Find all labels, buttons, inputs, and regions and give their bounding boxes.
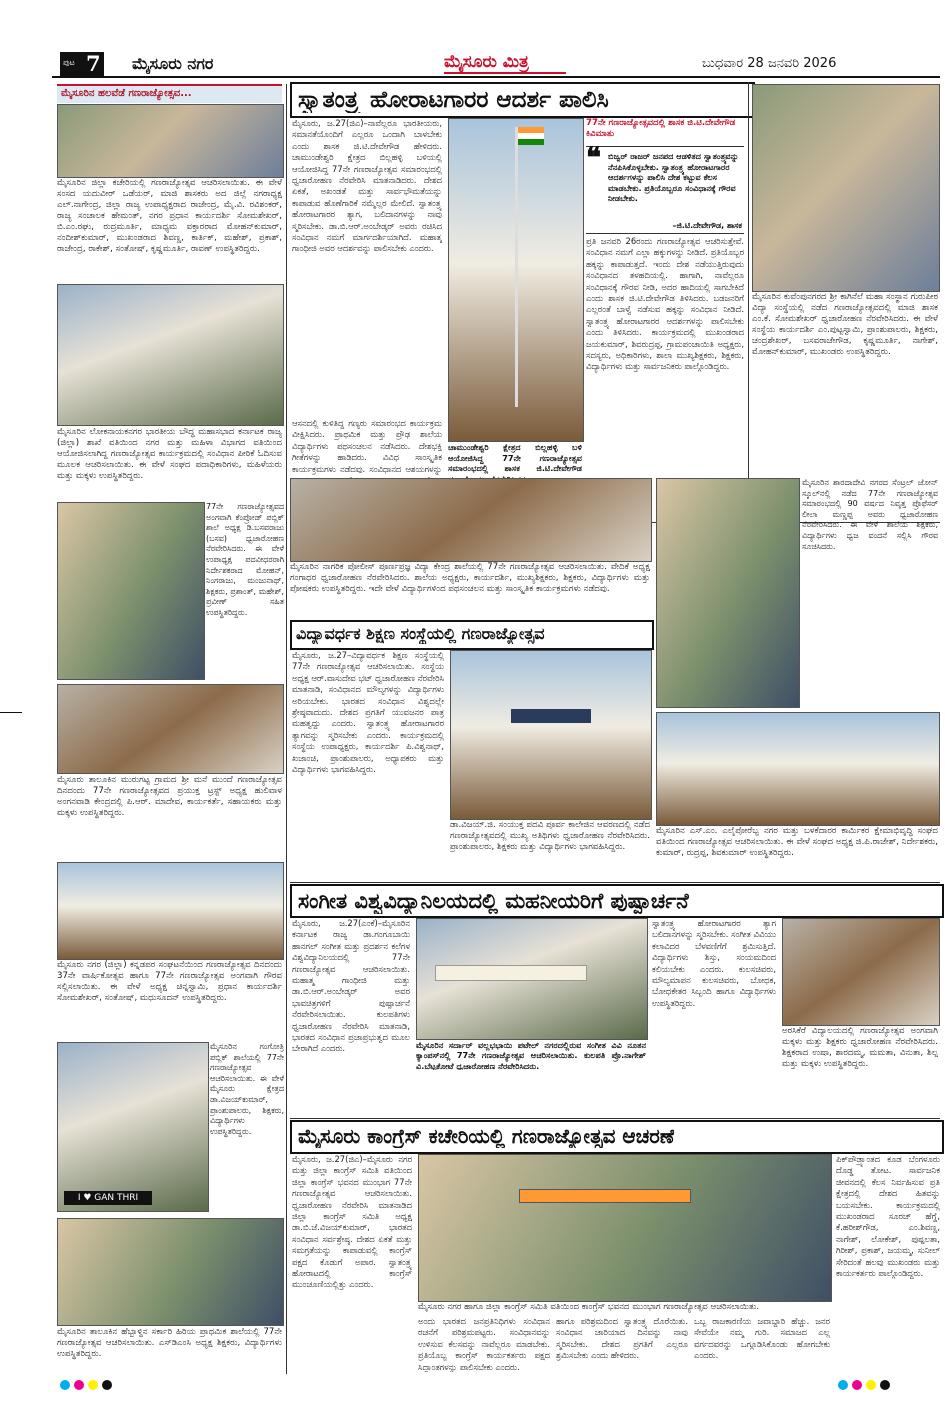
caption-kaginele-school: ಮೈಸೂರಿನ ಕುವೆಂಪುನಗರದ ಶ್ರೀ ಕಾಗಿನೆಲೆ ಮಹಾ ಸಂಸ್ಥಾನ ಗುರುಪೀಠ ವಿದ್ಯಾ ಸಂಸ್ಥೆಯಲ್ಲಿ ನಡೆದ ಗಣರಾಜ್ಯೋತ್ಸವದಲ್ಲಿ ಮಾಜಿ ಶಾಸಕ ಎಂ.ಕೆ. ಸೋಮಶೇಖರ್ ಧ್ವಜಾರೋಹಣ ನೆರವೇರಿಸಿದರು. ಈ ವೇಳೆ ಸಂಸ್ಥೆಯ ಕಾರ್ಯದರ್ಶಿ ಎಂ.ಪುಟ್ಟಸ್ವಾಮಿ, ಪ್ರಾಂಶುಪಾಲರು, ಶಿಕ್ಷಕರು, ಚಂದ್ರಶೇಖರ್, ಬಸವರಾಜೇಗೌಡ, ಕೃಷ್ಣಮೂರ್ತಿ, ನಾಗೇಶ್, ಮೋಹನ್‌ಕುಮಾರ್, ಮುಖಂಡರು ಉಪಸ್ಥಿತರಿದ್ದರು. [752,292,938,357]
photo-music-university [416,918,648,1040]
section-title: ಮೈಸೂರು ನಗರ [132,54,214,73]
page-number-box [60,52,104,76]
photo-gtd-flag-hoisting [448,118,584,442]
photo-workers-union [656,712,940,826]
story2-bottom-rule [290,882,940,883]
story1-sidebar-title [586,118,744,140]
photo-congress-bhavan [418,1154,832,1302]
story1-headline-box [290,82,755,118]
photo-kannada-sangha [57,862,284,960]
story3-headline-box [290,884,944,918]
story1-quote-box [586,141,744,234]
left-banner [57,84,282,103]
story2-body: ಮೈಸೂರು, ಜ.27–ವಿದ್ಯಾವರ್ಧಕ ಶಿಕ್ಷಣ ಸಂಸ್ಥೆಯಲ್ಲಿ 77ನೇ ಗಣರಾಜ್ಯೋತ್ಸವ ಆಚರಿಸಲಾಯಿತು. ಸಂಸ್ಥೆಯ ಅಧ್ಯಕ್ಷ ಆರ್.ವಾಸುದೇವ ಭಟ್ ಧ್ವಜಾರೋಹಣ ನೆರವೇರಿಸಿ ಮಾತನಾಡಿ, ಸಂವಿಧಾನದ ಮೌಲ್ಯಗಳನ್ನು ವಿದ್ಯಾರ್ಥಿಗಳು ಅರಿಯಬೇಕು. ಭಾರತದ ಸಂವಿಧಾನ ವಿಶ್ವದಲ್ಲೇ ಶ್ರೇಷ್ಠವಾದುದು. ದೇಶದ ಪ್ರಗತಿಗೆ ಯುವಜನರ ಪಾತ್ರ ಮಹತ್ವದ್ದು ಎಂದರು. ಸ್ವಾತಂತ್ರ್ಯ ಹೋರಾಟಗಾರರ ತ್ಯಾಗವನ್ನು ಸ್ಮರಿಸಬೇಕು ಎಂದರು. ಕಾರ್ಯಕ್ರಮದಲ್ಲಿ ಸಂಸ್ಥೆಯ ಉಪಾಧ್ಯಕ್ಷರು, ಕಾರ್ಯದರ್ಶಿ ಪಿ.ವಿಶ್ವನಾಥ್, ಖಜಾಂಚಿ, ಪ್ರಾಂಶುಪಾಲರು, ಅಧ್ಯಾಪಕರು ಮತ್ತು ವಿದ್ಯಾರ್ಥಿಗಳು ಭಾಗವಹಿಸಿದ್ದರು. [292,650,444,775]
caption-buddha-mahasabha: ಮೈಸೂರಿನ ಲೋಕನಾಯಕನಗರ ಭಾರತೀಯ ಬೌದ್ಧ ಮಹಾಸಭಾದ ಕರ್ನಾಟಕ ರಾಜ್ಯ (ಜಿಲ್ಲಾ) ಶಾಖೆ ವತಿಯಿಂದ ನಗರ ಮತ್ತು ಮಹಿಳಾ ವಿಭಾಗದ ವತಿಯಿಂದ ಆಯೋಜಿಸಲಾಗಿದ್ದ ಗಣರಾಜ್ಯೋತ್ಸವ ಕಾರ್ಯಕ್ರಮದಲ್ಲಿ ಸಂವಿಧಾನ ಪೀಠಿಕೆ ಓದಿಸುವ ಮೂಲಕ ಆಚರಿಸಲಾಯಿತು. ಈ ವೇಳೆ ಸಂಘದ ಪದಾಧಿಕಾರಿಗಳು, ಮಹಿಳೆಯರು ಮತ್ತು ಮಕ್ಕಳು ಉಪಸ್ಥಿತರಿದ್ದರು. [57,427,282,481]
photo-vidyavardhaka-college [450,650,652,820]
caption-hebbal-school: ಮೈಸೂರಿನ ತಾಲೂಕಿನ ಹೆಬ್ಬಾಳ್ದಿನ ಸರ್ಕಾರಿ ಹಿರಿಯ ಪ್ರಾಥಮಿಕ ಶಾಲೆಯಲ್ಲಿ 77ನೇ ಗಣರಾಜ್ಯೋತ್ಸವ ಆಚರಿಸಲಾಯಿತು. ಎಸ್‌ಡಿಎಂಸಿ ಅಧ್ಯಕ್ಷ ಶಿಕ್ಷಕರು, ವಿದ್ಯಾರ್ಥಿಗಳು ಉಪಸ್ಥಿತರಿದ್ದರು. [57,1327,282,1359]
caption-flag-school: 77ನೇ ಗಣರಾಜ್ಯೋತ್ಸವದ ಅಂಗವಾಗಿ ಕೆಂಪ್ರೋಡ್ ಪಬ್ಲಿಕ್ ಶಾಲೆ ಅಧ್ಯಕ್ಷ ಡಿ.ಬಸವರಾಜು (ಬಸವ) ಧ್ವಜಾರೋಹಣ ನೆರವೇರಿಸಿದರು. ಈ ವೇಳೆ ಉಪಾಧ್ಯಕ್ಷ ಪದವೀಧರರಾಗಿ ನಿರ್ದೇಶಕರಾದ ಮೋಹನ್, ನಿಂಗರಾಜು, ಮಂಜುನಾಥ್, ಶಿಕ್ಷಕರು, ಪ್ರಶಾಂತ್, ಮಹೇಶ್, ಪ್ರವೀಣ್ ಸಹಿತ ಉಪಸ್ಥಿತರಿದ್ದರು. [206,502,284,617]
left-column-divider [286,84,287,1374]
caption-music-university: ಮೈಸೂರಿನ ಸರ್ದಾರ್ ವಲ್ಲಭಭಾಯಿ ಪಟೇಲ್ ನಗರದಲ್ಲಿರುವ ಸಂಗೀತ ವಿವಿ ನೂತನ ಕ್ಯಾಂಪಸ್‌ನಲ್ಲಿ 77ನೇ ಗಣರಾಜ್ಯೋತ್ಸವ ಆಚರಿಸಲಾಯಿತು. ಕುಲಪತಿ ಪ್ರೊ.ನಾಗೇಶ್ ವಿ.ಬೆಟ್ಟಕೋಟೆ ಧ್ವಜಾರೋಹಣ ನೆರವೇರಿಸಿದರು. [416,1040,646,1070]
caption-arasikere-school: ಅರಸಿಕೆರೆ ವಿದ್ಯಾಲಯದಲ್ಲಿ ಗಣರಾಜ್ಯೋತ್ಸವ ಅಂಗವಾಗಿ ಮಕ್ಕಳು ಮತ್ತು ಶಿಕ್ಷಕರು ಧ್ವಜಾರೋಹಣ ನೆರವೇರಿಸಿದರು. ಶಿಕ್ಷಕರಾದ ಉಷಾ, ಶಾರದಮ್ಮ, ಮಮತಾ, ವಿನುತಾ, ಶಿಲ್ಪ ಮತ್ತು ಮಕ್ಕಳು ಉಪಸ್ಥಿತರಿದ್ದರು. [782,1026,938,1069]
header-rule [52,76,940,78]
crop-mark-left [0,712,22,713]
caption-gangothri-school: ಮೈಸೂರಿನ ಗಂಗೋತ್ರಿ ಪಬ್ಲಿಕ್ ಶಾಲೆಯಲ್ಲಿ 77ನೇ ಗಣರಾಜ್ಯೋತ್ಸವ ಆಚರಿಸಲಾಯಿತು. ಈ ವೇಳೆ ಮೈಸೂರು ಕ್ಷೇತ್ರದ ಡಾ.ವಿಜಯ್‌ಕುಮಾರ್, ಪ್ರಾಂಶುಪಾಲರು, ಶಿಕ್ಷಕರು, ವಿದ್ಯಾರ್ಥಿಗಳು ಉಪಸ್ಥಿತರಿದ್ದರು. [210,1042,284,1136]
photo-purnaprajna-school [290,478,652,562]
quote-mark-icon: ❝ [586,141,602,174]
caption-bjp-office: ಮೈಸೂರಿನ ಜಿಲ್ಲಾ ಕಚೇರಿಯಲ್ಲಿ ಗಣರಾಜ್ಯೋತ್ಸವ ಆಚರಿಸಲಾಯಿತು. ಈ ವೇಳೆ ಸಂಸದ ಯದುವೀರ್ ಒಡೆಯರ್, ಮಾಜಿ ಶಾಸಕರು ಅದ ಜಿಲ್ಲೆ ನಗರಾಧ್ಯಕ್ಷ ಎಲ್.ನಾಗೇಂದ್ರ, ಜಿಲ್ಲಾ ರಾಜ್ಯ ಉಪಾಧ್ಯಕ್ಷರಾದ ರಾಜೇಂದ್ರ, ಮೈ.ವಿ. ರವಿಶಂಕರ್, ರಾಜ್ಯ ಸಂಚಾಲಕ ಹೇಮಂತ್, ನಗರ ಪ್ರಧಾನ ಕಾರ್ಯದರ್ಶಿ ಸೋಮಶೇಖರ್, ಬಿ.ಎಂ.ರಘು, ರುದ್ರಮೂರ್ತಿ, ಮಾಧ್ಯಮ ವಕ್ತಾರರಾದ ಮೋಹನ್‌ಕುಮಾರ್, ನಂದೀಶ್‌ಕುಮಾರ್, ಮುಖಂಡರಾದ ಶಿವಣ್ಣ, ಕಾರ್ತಿಕ್, ಮಹೇಶ್, ಪ್ರಕಾಶ್, ರಾಜೇಂದ್ರ, ರಾಕೇಶ್, ಸಂತೋಷ್, ಕೃಷ್ಣಮೂರ್ತಿ, ರಾವಣ್ ಉಪಸ್ಥಿತರಿದ್ದರು. [57,178,282,254]
registration-black-left [102,1380,112,1390]
story2-headline-box [290,620,654,650]
caption-anganwadi: ಮೈಸೂರು ತಾಲೂಕಿನ ಮುರುಗಟ್ಟ ಗ್ರಾಮದ ಶ್ರೀ ಮನೆ ಮುಂದೆ ಗಣರಾಜ್ಯೋತ್ಸವ ದಿನದಂದು 77ನೇ ಗಣರಾಜ್ಯೋತ್ಸವದ ಪ್ರಯುಕ್ತ ಟ್ರಸ್ಟ್ ಅಧ್ಯಕ್ಷ ಹುಲಿವಾಳ ಅಂಗನವಾಡಿ ಕೇಂದ್ರದಲ್ಲಿ ಪಿ.ಆರ್. ಮಾದೇವ, ಕಾರ್ಯಕರ್ತೆ, ಸಹಾಯಕರು ಮತ್ತು ಮಕ್ಕಳು ಉಪಸ್ಥಿತರಿದ್ದರು. [57,775,282,818]
flag-green [518,139,544,145]
caption-leela-mannappa: ಮೈಸೂರಿನ ಶಾರದಾದೇವಿ ನಗರದ ಸೆಂಟ್ರಲ್ ಜೋನ್ ಸ್ಕೂಲ್‌ನಲ್ಲಿ ನಡೆದ 77ನೇ ಗಣರಾಜ್ಯೋತ್ಸವ ಸಮಾರಂಭದಲ್ಲಿ 90 ವರ್ಷದ ನಿವೃತ್ತ ಪ್ರೊಫೆಸರ್ ಲೀಲಾ ಮಣ್ಣಪ್ಪ ಅವರು ಧ್ವಜಾರೋಹಣ ನೆರವೇರಿಸಿದರು. ಈ ವೇಳೆ ಶಾಲೆಯ ಶಿಕ್ಷಕರು, ವಿದ್ಯಾರ್ಥಿಗಳು ಧ್ವಜ ವಂದನೆ ಸಲ್ಲಿಸಿ ಗೌರವ ಸೂಚಿಸಿದರು. [802,478,938,551]
photo-buddha-mahasabha [57,284,284,426]
caption-workers-union: ಮೈಸೂರಿನ ಎಸ್.ಎಂ. ಎಲೈಪೋರೆಬ್ಬ ನಗರ ಮತ್ತು ಬಳಕೆದಾರರ ಕಾರ್ಮಿಕರ ಕ್ಷೇಮಾಭಿವೃದ್ಧಿ ಸಂಘದ ವತಿಯಿಂದ ಗಣರಾಜ್ಯೋತ್ಸವ ಆಚರಿಸಲಾಯಿತು. ಈ ವೇಳೆ ಸಂಘದ ಅಧ್ಯಕ್ಷ ಜಿ.ಪಿ.ರಾಜೇಶ್, ನಿರ್ದೇಶಕರು, ಕುಮಾರ್, ರುದ್ರಪ್ಪ, ಶಿವಕುಮಾರ್ ಉಪಸ್ಥಿತರಿದ್ದರು. [656,826,938,858]
photo-kaginele-school [752,84,940,292]
photo-gangothri-school [57,1042,209,1212]
story3-headline: ಸಂಗೀತ ವಿಶ್ವವಿದ್ಯಾನಿಲಯದಲ್ಲಿ ಮಹನೀಯರಿಗೆ ಪುಷ್ಪಾರ್ಚನೆ [298,888,689,913]
photo-leela-mannappa [656,478,800,708]
story4-body-col5: ಪಿಕ್‌ಪೌಡ್ರ್ಯಾಂತದ ಕೂಡ ಬೆಂಗಳೂರು ದೊಡ್ಡ ತೋಟ. ಸಾರ್ವಜನಿಕ ಜೀವನದಲ್ಲಿ ಕೆಲಸ ನಿರ್ವಹಿಸುವ ಪ್ರತಿ ಕ್ಷೇತ್ರದಲ್ಲಿ ದೇಶದ ಹಿತವನ್ನು ಬಯಸಬೇಕು. ಕಾರ್ಯಕ್ರಮದಲ್ಲಿ ಮುಖಂಡರಾದ ಸೂರಜ್ ಹೆಗ್ಡೆ, ಕೆ.ಹರೀಶ್‌ಗೌಡ, ಎಂ.ಶಿವಣ್ಣ, ನಾಗೇಶ್, ಲೋಕೇಶ್, ಪುಷ್ಪಲತಾ, ಗಿರೀಶ್, ಪ್ರಕಾಶ್, ಜಯಮ್ಮ, ಸುನೀಲ್ ಸೇರಿದಂತೆ ಹಲವು ಮುಖಂಡರು ಮತ್ತು ಕಾರ್ಯಕರ್ತರು ಪಾಲ್ಗೊಂಡಿದ್ದರು. [836,1154,940,1279]
registration-cyan-left [60,1380,70,1390]
story4-body-col4: ಒಬ್ಬ ರಾಜಕಾರಣಿಯ ಜವಾಬ್ದಾರಿ ಹೆಚ್ಚು. ಜನರ ಸೇವೆಯೇ ನಮ್ಮ ಗುರಿ. ಸಮಾಜದ ಎಲ್ಲ ವರ್ಗದವರನ್ನು ಒಗ್ಗೂಡಿಸಿಕೊಂಡು ಹೋಗಬೇಕು ಎಂದರು. [694,1316,830,1361]
story4-headline: ಮೈಸೂರು ಕಾಂಗ್ರೆಸ್ ಕಚೇರಿಯಲ್ಲಿ ಗಣರಾಜ್ಯೋತ್ಸವ ಆಚರಣೆ [298,1124,675,1148]
caption-purnaprajna-school: ಮೈಸೂರಿನ ನಾಗರಿಕ ಪೋಲೀಸ್ ಪೂರ್ಣಪ್ರಜ್ಞ ವಿದ್ಯಾ ಕೇಂದ್ರ ಶಾಲೆಯಲ್ಲಿ 77ನೇ ಗಣರಾಜ್ಯೋತ್ಸವ ಆಚರಿಸಲಾಯಿತು. ವೇದಿಕೆ ಅಧ್ಯಕ್ಷ ಗಂಗಾಧರ ಧ್ವಜಾರೋಹಣ ನೆರವೇರಿಸಿದರು. ಶಾಲೆಯ ಅಧ್ಯಕ್ಷರು, ಕಾರ್ಯದರ್ಶಿ, ಮುಖ್ಯಶಿಕ್ಷಕರು, ಶಿಕ್ಷಕರು, ವಿದ್ಯಾರ್ಥಿಗಳು ಮತ್ತು ಪೋಷಕರು ಉಪಸ್ಥಿತರಿದ್ದರು. ಇದೇ ವೇಳೆ ವಿದ್ಯಾರ್ಥಿಗಳಿಂದ ಪಥಸಂಚಲನ ಮತ್ತು ಸಾಂಸ್ಕೃತಿಕ ಕಾರ್ಯಕ್ರಮಗಳು ನಡೆದವು. [290,562,650,594]
registration-magenta-right [852,1380,862,1390]
i-love-gangothri-sign: I ♥ GAN THRI [64,1191,152,1205]
story2-headline: ವಿದ್ಯಾವರ್ಧಕ ಶಿಕ್ಷಣ ಸಂಸ್ಥೆಯಲ್ಲಿ ಗಣರಾಜ್ಯೋತ್ಸವ [296,624,545,643]
caption-gtd-flag-hoisting: ಚಾಮುಂಡೇಶ್ವರಿ ಕ್ಷೇತ್ರದ ಬಿಲ್ಲಹಳ್ಳಿ ಬಳಿ ಆಯೋಜಿಸಿದ್ದ 77ನೇ ಗಣರಾಜ್ಯೋತ್ಸವ ಸಮಾರಂಭದಲ್ಲಿ ಶಾಸಕ ಜಿ.ಟಿ.ದೇವೇಗೌಡ [448,442,582,473]
registration-yellow-left [88,1380,98,1390]
page-number: 7 [86,51,101,76]
caption-vidyavardhaka-college: ಡಾ.ವಿಜಯ್.ಜಿ. ಸಂಯುಕ್ತ ಪದವಿ ಪೂರ್ವ ಕಾಲೇಜಿನ ಆವರಣದಲ್ಲಿ ನಡೆದ ಗಣರಾಜ್ಯೋತ್ಸವದಲ್ಲಿ ಮುಖ್ಯ ಅತಿಥಿಗಳು ಧ್ವಜಾರೋಹಣ ನೆರವೇರಿಸಿದರು. ಪ್ರಾಂಶುಪಾಲರು, ಶಿಕ್ಷಕರು ಮತ್ತು ವಿದ್ಯಾರ್ಥಿಗಳು ಭಾಗವಹಿಸಿದ್ದರು. [450,820,650,852]
page-label: ಪುಟ [63,58,75,67]
story3-body-col1: ಮೈಸೂರು, ಜ.27(ಎಂಕೆ)–ಮೈಸೂರಿನ ಕರ್ನಾಟಕ ರಾಜ್ಯ ಡಾ.ಗಂಗೂಬಾಯಿ ಹಾನಗಲ್ ಸಂಗೀತ ಮತ್ತು ಪ್ರದರ್ಶನ ಕಲೆಗಳ ವಿಶ್ವವಿದ್ಯಾನಿಲಯದಲ್ಲಿ 77ನೇ ಗಣರಾಜ್ಯೋತ್ಸವ ಆಚರಿಸಲಾಯಿತು. ಮಹಾತ್ಮ ಗಾಂಧೀಜಿ ಮತ್ತು ಡಾ.ಬಿ.ಆರ್.ಅಂಬೇಡ್ಕರ್ ಅವರ ಭಾವಚಿತ್ರಗಳಿಗೆ ಪುಷ್ಪಾರ್ಚನೆ ನೆರವೇರಿಸಲಾಯಿತು. ಕುಲಪತಿಗಳು ಧ್ವಜಾರೋಹಣ ನೆರವೇರಿಸಿ ಮಾತನಾಡಿ, ಭಾರತದ ಸಂವಿಧಾನ ಪ್ರಜಾಪ್ರಭುತ್ವದ ಮೂಲ ಬೇರಾಗಿದೆ ಎಂದರು. [292,918,410,1054]
story1-headline: ಸ್ವಾತಂತ್ರ್ಯ ಹೋರಾಟಗಾರರ ಆದರ್ಶ ಪಾಲಿಸಿ [298,86,609,113]
photo-hebbal-school [57,1218,284,1326]
story4-body-col2: ಅಂದು ಭಾರತದ ಜನಪ್ರತಿನಿಧಿಗಳು ಸಂವಿಧಾನ ರಚನೆಗೆ ಪರಿಶ್ರಮಪಟ್ಟರು. ಸಂವಿಧಾನವನ್ನು ಉಳಿಸುವ ಕೆಲಸವನ್ನು ನಾವೆಲ್ಲರೂ ಮಾಡಬೇಕು. ಪ್ರತಿಯೊಬ್ಬ ಕಾಂಗ್ರೆಸ್ ಕಾರ್ಯಕರ್ತರು ಪಕ್ಷದ ಸಿದ್ಧಾಂತಗಳನ್ನು ಪಾಲಿಸಬೇಕು ಎಂದರು. [418,1316,550,1372]
story4-body-col3: ಹಾಗೂ ಪರಿಶ್ರಮದಿಂದ ಸ್ವಾತಂತ್ರ್ಯ ದೊರೆಯಿತು. ಸಂವಿಧಾನ ಜಾರಿಯಾದ ದಿನವನ್ನು ನಾವು ಸ್ಮರಿಸಬೇಕು. ದೇಶದ ಪ್ರಗತಿಗೆ ಎಲ್ಲರೂ ಶ್ರಮಿಸಬೇಕು ಎಂದು ಹೇಳಿದರು. [556,1316,688,1361]
left-banner-text: ಮೈಸೂರಿನ ಹಲವೆಡೆ ಗಣರಾಜ್ಯೋತ್ಸವ... [61,88,192,99]
photo-arasikere-school [782,918,940,1026]
registration-cyan-right [838,1380,848,1390]
story4-headline-box [290,1120,944,1154]
flag-pole [515,127,518,407]
story1-body-col1b: ಆಸನದಲ್ಲಿ ಕುಳಿತಿದ್ದ ಗಣ್ಯರು ಸಮಾರಂಭದ ಕಾರ್ಯಕ್ರಮ ವೀಕ್ಷಿಸಿದರು. ಪ್ರಾಥಮಿಕ ಮತ್ತು ಪ್ರೌಢ ಶಾಲೆಯ ವಿದ್ಯಾರ್ಥಿಗಳು ಪಥಸಂಚಲನ ನಡೆಸಿದರು. ದೇಶಭಕ್ತಿ ಗೀತೆಗಳನ್ನು ಹಾಡಿದರು. ವಿವಿಧ ಸಾಂಸ್ಕೃತಿಕ ಕಾರ್ಯಕ್ರಮಗಳು ನಡೆದವು. ಸಂವಿಧಾನದ ಆಶಯಗಳನ್ನು [292,418,442,474]
congress-bhavan-sign [519,1189,691,1203]
college-name-board [511,709,591,723]
photo-bjp-office [57,104,284,178]
masthead: ಮೈಸೂರು ಮಿತ್ರ [444,52,529,72]
story3-body-col3: ಸ್ವಾತಂತ್ರ್ಯ ಹೋರಾಟಗಾರರ ತ್ಯಾಗ ಬಲಿದಾನಗಳನ್ನು ಸ್ಮರಿಸಬೇಕು. ಸಂಗೀತ ವಿವಿಯು ಕಲಾವಿದರ ಬೆಳವಣಿಗೆಗೆ ಶ್ರಮಿಸುತ್ತಿದೆ. ವಿದ್ಯಾರ್ಥಿಗಳು ಶಿಸ್ತು, ಸಂಯಮದಿಂದ ಕಲಿಯಬೇಕು ಎಂದರು. ಕುಲಸಚಿವರು, ಮೌಲ್ಯಮಾಪನ ಕುಲಸಚಿವರು, ಬೋಧಕ, ಬೋಧಕೇತರ ಸಿಬ್ಬಂದಿ ಹಾಗೂ ವಿದ್ಯಾರ್ಥಿಗಳು ಉಪಸ್ಥಿತರಿದ್ದರು. [652,918,776,1008]
caption-kannada-sangha: ಮೈಸೂರು ನಗರ (ಜಿಲ್ಲಾ) ಕನ್ನಡಪರ ಸಂಘಟನೆಯಿಂದ ಗಣರಾಜ್ಯೋತ್ಸವ ದಿನದಂದು 37ನೇ ವಾರ್ಷಿಕೋತ್ಸವ ಹಾಗೂ 77ನೇ ಗಣರಾಜ್ಯೋತ್ಸವ ಅಂಗವಾಗಿ ಗೌರವ ಸಲ್ಲಿಸಲಾಯಿತು. ಈ ವೇಳೆ ಅಧ್ಯಕ್ಷ ಚಿನ್ನಸ್ವಾಮಿ, ಪ್ರಧಾನ ಕಾರ್ಯದರ್ಶಿ ಸೋಮಶೇಖರ್, ಸಂತೋಷ್, ಮಧುಸೂದನ್ ಉಪಸ್ಥಿತರಿದ್ದರು. [57,960,282,1003]
photo-flag-school [57,502,205,680]
story1-right-divider [748,82,749,522]
story1-body-col3: ಪ್ರತಿ ಜನವರಿ 26ರಂದು ಗಣರಾಜ್ಯೋತ್ಸವ ಆಚರಿಸುತ್ತೇವೆ. ಸಂವಿಧಾನ ನಮಗೆ ಎಲ್ಲಾ ಹಕ್ಕುಗಳನ್ನು ನೀಡಿದೆ. ಪ್ರತಿಯೊಬ್ಬರ ಹಕ್ಕನ್ನು ಕಾಪಾಡುತ್ತದೆ. ಇಂದು ದೇಶ ನಡೆಯುತ್ತಿರುವುದು ಸಂವಿಧಾನದ ತಳಹದಿಯಲ್ಲಿ. ಹಾಗಾಗಿ, ನಾವೆಲ್ಲರೂ ಸಂವಿಧಾನಕ್ಕೆ ಗೌರವ ನೀಡಿ, ಅದರ ಹಾದಿಯಲ್ಲಿ ಸಾಗಬೇಕಿದೆ ಎಂದು ಶಾಸಕ ಜಿ.ಟಿ.ದೇವೇಗೌಡ ತಿಳಿಸಿದರು. ಬಡಜನರಿಗೆ ಎಲ್ಲರಂತೆ ಬಾಳ್ವೆ ನಡೆಸುವ ಹಕ್ಕನ್ನು ಸಂವಿಧಾನ ನೀಡಿದೆ. ಸ್ವಾತಂತ್ರ್ಯ ಹೋರಾಟಗಾರರ ಆದರ್ಶಗಳನ್ನು ಪಾಲಿಸಬೇಕು ಎಂದು ತಿಳಿಸಿದರು. ಕಾರ್ಯಕ್ರಮದಲ್ಲಿ ಮುಖಂಡರಾದ ಜಯಕುಮಾರ್, ಶಿವರುದ್ರಪ್ಪ, ಗ್ರಾಮಪಂಚಾಯಿತಿ ಅಧ್ಯಕ್ಷರು, ಸದಸ್ಯರು, ಅಧಿಕಾರಿಗಳು, ಶಾಲಾ ಮುಖ್ಯಶಿಕ್ಷಕರು, ಶಿಕ್ಷಕರು, ವಿದ್ಯಾರ್ಥಿಗಳು ಮತ್ತು ಸಾರ್ವಜನಿಕರು ಪಾಲ್ಗೊಂಡಿದ್ದರು. [586,236,744,372]
page-header [52,52,940,76]
registration-black-right [880,1380,890,1390]
banner-strip [435,965,587,981]
story1-body-col1: ಮೈಸೂರು, ಜ.27(ಜಿಎ)–ನಾವೆಲ್ಲರೂ ಭಾರತೀಯರು, ಸಮಾನತೆಯೊಂದಿಗೆ ಎಲ್ಲರೂ ಒಂದಾಗಿ ಬಾಳಬೇಕು ಎಂದು ಶಾಸಕ ಜಿ.ಟಿ.ದೇವೇಗೌಡ ಹೇಳಿದರು. ಚಾಮುಂಡೇಶ್ವರಿ ಕ್ಷೇತ್ರದ ಬಿಲ್ಲಹಳ್ಳಿ ಬಳಿಯಲ್ಲಿ ಆಯೋಜಿಸಿದ್ದ 77ನೇ ಗಣರಾಜ್ಯೋತ್ಸವ ಸಮಾರಂಭದಲ್ಲಿ ಧ್ವಜಾರೋಹಣ ನೆರವೇರಿಸಿ ಮಾತನಾಡಿದರು. ದೇಶದ ಏಕತೆ, ಅಖಂಡತೆ ಮತ್ತು ಸಾರ್ವಭೌಮತೆಯನ್ನು ಕಾಪಾಡುವ ಹೊಣೆಗಾರಿಕೆ ನಮ್ಮೆಲ್ಲರ ಮೇಲಿದೆ. ಸ್ವಾತಂತ್ರ್ಯ ಹೋರಾಟಗಾರರ ತ್ಯಾಗ, ಬಲಿದಾನಗಳನ್ನು ನಾವು ಸ್ಮರಿಸಬೇಕು. ಡಾ.ಬಿ.ಆರ್.ಅಂಬೇಡ್ಕರ್ ಅವರು ರಚಿಸಿದ ಸಂವಿಧಾನ ನಮಗೆ ಮಾರ್ಗದರ್ಶಿಯಾಗಿದೆ. ಮಹಾತ್ಮ ಗಾಂಧೀಜಿ ಅವರ ಆದರ್ಶವನ್ನು ಪಾಲಿಸಬೇಕು ಎಂದರು. [292,118,442,254]
story3-bottom-rule [290,1118,940,1119]
story1-quote: ಬಿಜ್ವರ್ ರಾಜರ್ ಜನಪದ ಆಡಳಿತದ ಸ್ವಾತಂತ್ರ್ಯವನ್ನು ನೆನಪಿಸಿಕೊಳ್ಳಬೇಕು. ಸ್ವಾತಂತ್ರ್ಯ ಹೋರಾಟಗಾರರ ಆದರ್ಶಗಳನ್ನು ಪಾಲಿಸಿ ದೇಶ ಕಟ್ಟುವ ಕೆಲಸ ಮಾಡಬೇಕು. ಪ್ರತಿಯೊಬ್ಬರೂ ಸಂವಿಧಾನಕ್ಕೆ ಗೌರವ ನೀಡಬೇಕು. [608,151,739,204]
story4-body-col1: ಮೈಸೂರು, ಜ.27(ಜಿಎ)–ಮೈಸೂರು ನಗರ ಮತ್ತು ಜಿಲ್ಲಾ ಕಾಂಗ್ರೆಸ್ ಸಮಿತಿ ವತಿಯಿಂದ ಜಿಲ್ಲಾ ಕಾಂಗ್ರೆಸ್ ಭವನದ ಮುಂಭಾಗ 77ನೇ ಗಣರಾಜ್ಯೋತ್ಸವ ಆಚರಿಸಲಾಯಿತು. ಧ್ವಜಾರೋಹಣ ನೆರವೇರಿಸಿ ಮಾತನಾಡಿದ ಜಿಲ್ಲಾ ಕಾಂಗ್ರೆಸ್ ಸಮಿತಿ ಅಧ್ಯಕ್ಷ ಡಾ.ಬಿ.ಜೆ.ವಿಜಯ್‌ಕುಮಾರ್, ಭಾರತದ ಸಂವಿಧಾನ ಸರ್ವಶ್ರೇಷ್ಠ. ದೇಶದ ಏಕತೆ ಮತ್ತು ಸಮಗ್ರತೆಯನ್ನು ಕಾಪಾಡುವಲ್ಲಿ ಕಾಂಗ್ರೆಸ್ ಪಕ್ಷದ ಕೊಡುಗೆ ಅಪಾರ. ಸ್ವಾತಂತ್ರ್ಯ ಹೋರಾಟದಲ್ಲಿ ಕಾಂಗ್ರೆಸ್ ಮುಂಚೂಣಿಯಲ್ಲಿತ್ತು ಎಂದರು. [292,1154,412,1290]
story1-sidebar-title-text: 77ನೇ ಗಣರಾಜ್ಯೋತ್ಸವದಲ್ಲಿ ಶಾಸಕ ಜಿ.ಟಿ.ದೇವೇಗೌಡ ಕಿವಿಮಾತು [586,118,736,139]
registration-magenta-left [74,1380,84,1390]
story1-quote-attribution: –ಜಿ.ಟಿ.ದೇವೇಗೌಡ, ಶಾಸಕ [672,221,742,230]
caption-congress-bhavan: ಮೈಸೂರು ನಗರ ಹಾಗೂ ಜಿಲ್ಲಾ ಕಾಂಗ್ರೆಸ್ ಸಮಿತಿ ವತಿಯಿಂದ ಕಾಂಗ್ರೆಸ್ ಭವನದ ಮುಂಭಾಗ ಗಣರಾಜ್ಯೋತ್ಸವ ಆಚರಿಸಲಾಯಿತು. [418,1302,760,1312]
masthead-underline [444,72,566,74]
photo-anganwadi [57,684,284,774]
issue-date: ಬುಧವಾರ 28 ಜನವರಿ 2026 [702,56,837,71]
registration-yellow-right [866,1380,876,1390]
